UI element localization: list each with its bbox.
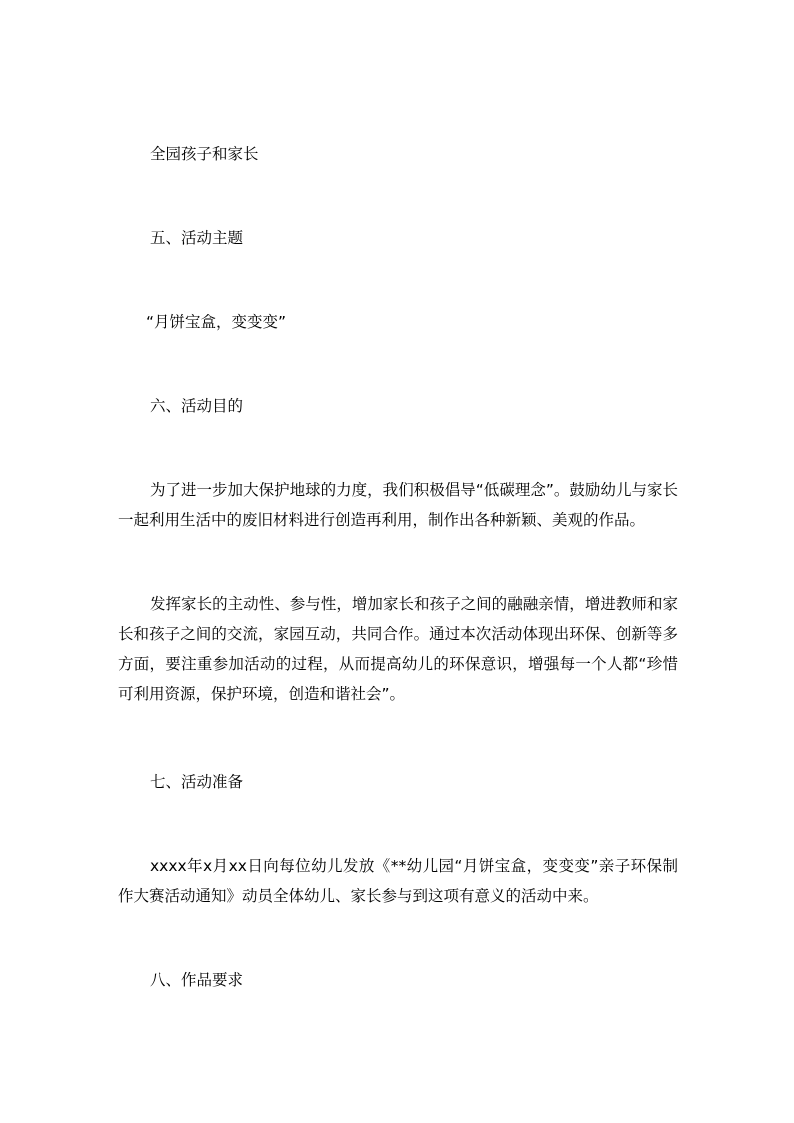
section-heading-requirements: 八、作品要求: [150, 971, 244, 989]
section-heading-theme: 五、活动主题: [150, 229, 244, 247]
theme-text: “月饼宝盒，变变变”: [146, 313, 287, 331]
preparation-paragraph: xxxx年x月xx日向每位幼儿发放《**幼儿园“月饼宝盒，变变变”亲子环保制作大赛活动通知》动员全体幼儿、家长参与到这项有意义的活动中来。: [118, 857, 678, 905]
purpose-paragraph-2: 发挥家长的主动性、参与性，增加家长和孩子之间的融融亲情，增进教师和家长和孩子之间的交流，家园互动，共同合作。通过本次活动体现出环保、创新等多方面，要注重参加活动的过程，从而提高幼儿的环保意识，增强每一个人都“珍惜可利用资源，保护环境，创造和谐社会”。: [118, 595, 678, 703]
participants-text: 全园孩子和家长: [150, 145, 259, 163]
section-heading-preparation: 七、活动准备: [150, 773, 244, 791]
section-heading-purpose: 六、活动目的: [150, 397, 244, 415]
purpose-paragraph-1: 为了进一步加大保护地球的力度，我们积极倡导“低碳理念”。鼓励幼儿与家长一起利用生活中的废旧材料进行创造再利用，制作出各种新颖、美观的作品。: [118, 481, 678, 529]
